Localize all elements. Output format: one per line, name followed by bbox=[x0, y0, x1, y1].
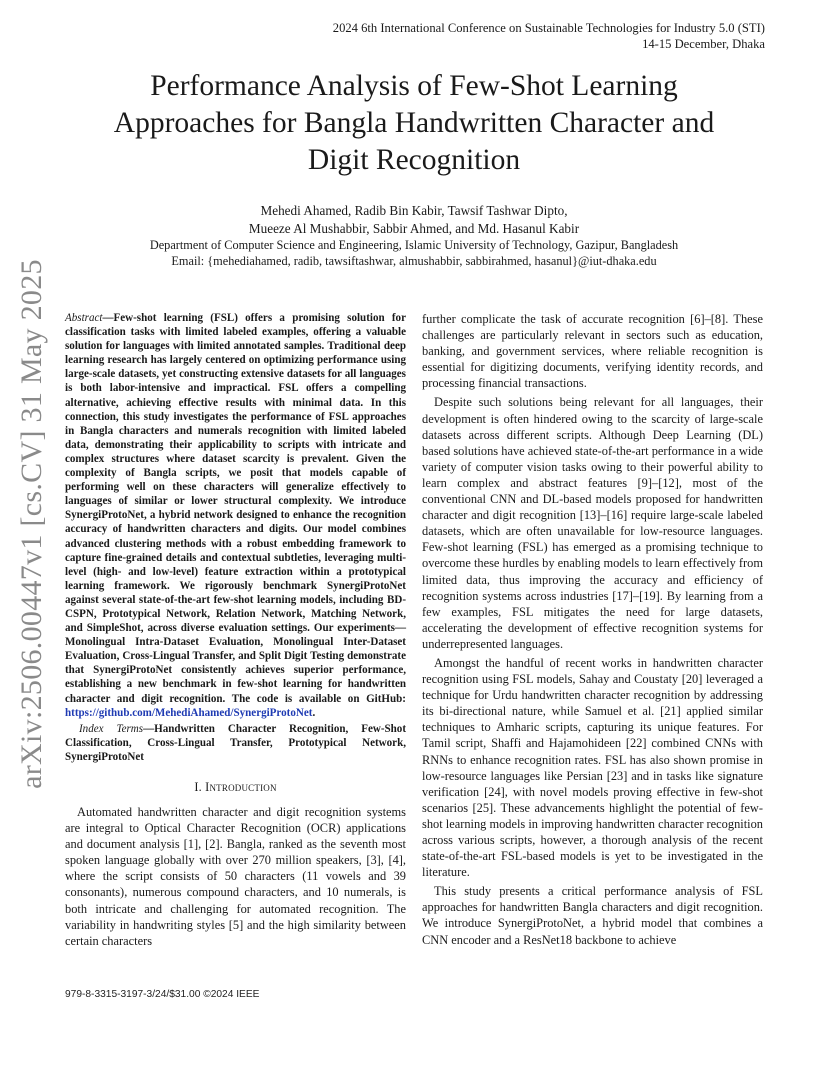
title-line-3: Digit Recognition bbox=[307, 144, 521, 176]
conference-name: 2024 6th International Conference on Sustainable Technologies for Industry 5.0 (STI) bbox=[332, 21, 765, 35]
left-column bbox=[65, 311, 406, 949]
body-paragraph: further complicate the task of accurate recognition [6]–[8]. These challenges are particularly relevant in sectors such as education, banking, and government services, where reliable recognition is essential for digitizing documents, verifying identity records, and processing financial transactions. bbox=[422, 312, 763, 391]
title-line-1: Performance Analysis of Few-Shot Learning bbox=[150, 70, 678, 102]
email-line: Email: {mehediahamed, radib, tawsiftashwar, almushabbir, sabbirahmed, hasanul}@iut-dhaka.edu bbox=[171, 254, 657, 268]
author-list bbox=[40, 202, 788, 238]
section-numeral: I. bbox=[194, 780, 206, 794]
affiliation bbox=[40, 237, 788, 269]
abstract-label: Abstract bbox=[65, 312, 103, 324]
title-line-2: Approaches for Bangla Handwritten Character and bbox=[113, 107, 715, 139]
paper-title bbox=[40, 68, 788, 179]
author-line-2: Mueeze Al Mushabbir, Sabbir Ahmed, and Md. Hasanul Kabir bbox=[248, 221, 580, 236]
arxiv-identifier: arXiv:2506.00447v1 [cs.CV] 31 May 2025 bbox=[15, 259, 48, 789]
right-column bbox=[422, 311, 763, 948]
intro-paragraph: Automated handwritten character and digit recognition systems are integral to Optical Character Recognition (OCR) applications and document analysis [1], [2]. Bangla, ranked as the seventh most spoken language globally with over 270 million speakers, [3], [4], where the script consists of 50 characters (11 vowels and 39 consonants), numerous compound characters, and 10 numerals, is both intricate and challenging for automated recognition. The variability in handwriting styles [5] and the high similarity between certain characters bbox=[65, 805, 406, 948]
conference-dates: 14-15 December, Dhaka bbox=[642, 37, 765, 51]
author-line-1: Mehedi Ahamed, Radib Bin Kabir, Tawsif Tashwar Dipto, bbox=[260, 203, 568, 218]
arxiv-stamp bbox=[2, 259, 62, 789]
copyright-footer: 979-8-3315-3197-3/24/$31.00 ©2024 IEEE bbox=[65, 989, 260, 1000]
body-paragraph: This study presents a critical performance analysis of FSL approaches for handwritten Bangla characters and digit recognition. We introduce SynergiProtoNet, a hybrid model that combines a CNN encoder and a ResNet18 backbone to achieve bbox=[422, 884, 763, 947]
abstract-text: —Few-shot learning (FSL) offers a promising solution for classification tasks with limited labeled examples, offering a valuable solution for languages with limited annotated samples. Traditional deep learning research has largely centered on optimizing performance using large-scale datasets, yet constructing extensive datasets for all languages is both labor-intensive and impractical. FSL offers a compelling alternative, achieving effective results with minimal data. In this connection, this study investigates the performance of FSL approaches in Bangla characters and numerals recognition with limited labeled data, demonstrating their applicability to scripts with intricate and complex structures where dataset scarcity is prevalent. Given the complexity of Bangla scripts, we posit that models capable of performing well on these characters will generalize effectively to languages of similar or lower structural complexity. We introduce SynergiProtoNet, a hybrid network designed to enhance the recognition accuracy of handwritten characters and digits. Our model combines advanced clustering methods with a robust embedding framework to capture fine-grained details and contextual subtleties, leveraging multi-level (high- and low-level) feature extraction within a prototypical learning framework. We rigorously benchmark SynergiProtoNet against several state-of-the-art few-shot learning models, including BD-CSPN, Prototypical Network, Relation Network, Matching Network, and SimpleShot, across diverse evaluation settings. Our experiments— Monolingual Intra-Dataset Evaluation, Monolingual Inter-Dataset Evaluation, Cross-Lingual Transfer, and Split Digit Testing demonstrate that SynergiProtoNet consistently achieves superior performance, establishing a new benchmark in few-shot learning for handwritten character and digit recognition. The code is available on GitHub: bbox=[65, 312, 406, 705]
index-terms-text: —Handwritten Character Recognition, Few-Shot Classification, Cross-Lingual Transfer, Prototypical Network, SynergiProtoNet bbox=[65, 722, 407, 763]
section-title: Introduction bbox=[205, 780, 277, 794]
abstract-end: . bbox=[312, 706, 316, 719]
conference-header bbox=[333, 20, 765, 52]
github-link[interactable]: https://github.com/MehediAhamed/SynergiProtoNet bbox=[65, 706, 313, 719]
index-terms-label: Index Terms bbox=[79, 722, 144, 735]
index-terms bbox=[65, 722, 406, 764]
body-paragraph: Despite such solutions being relevant for all languages, their development is often hindered owing to the scarcity of large-scale datasets across different scripts. Although Deep Learning (DL) based solutions have achieved state-of-the-art performance in a wide variety of computer vision tasks owing to their powerful ability to learn complex and abstract features [9]–[12], most of the conventional CNN and DL-based models proposed for handwritten character and digit recognition [13]–[16] require large-scale labeled datasets, which are often unavailable for low-resource languages. Few-shot learning (FSL) has emerged as a promising technique to overcome these hurdles by enabling models to learn effectively from limited data, thus improving the accuracy and efficiency of recognition systems across industries [17]–[19]. By learning from a few examples, FSL mitigates the need for large datasets, accelerating the development of effective recognition systems for underrepresented languages. bbox=[422, 395, 763, 651]
abstract bbox=[65, 311, 406, 720]
body-paragraph: Amongst the handful of recent works in handwritten character recognition using FSL models, Sahay and Coustaty [20] leveraged a technique for Urdu handwritten character recognition by addressing its bi-directional nature, while Samuel et al. [21] applied similar techniques to Amharic scripts, capturing its unique features. For Tamil script, Shaffi and Hajamohideen [22] combined CNNs with RNNs to enhance recognition rates. FSL has also shown promise in low-resource languages like Persian [23] and in tasks like signature verification [24], with novel models proving effective in few-shot scenarios [25]. These advancements highlight the potential of few-shot learning models in improving handwritten character recognition across various scripts, however, a thorough analysis of the recent state-of-the-art FSL-based models is yet to be investigated in the literature. bbox=[422, 655, 763, 880]
section-heading-introduction bbox=[65, 780, 406, 795]
department: Department of Computer Science and Engineering, Islamic University of Technology, Gazipur, Bangladesh bbox=[149, 238, 679, 252]
